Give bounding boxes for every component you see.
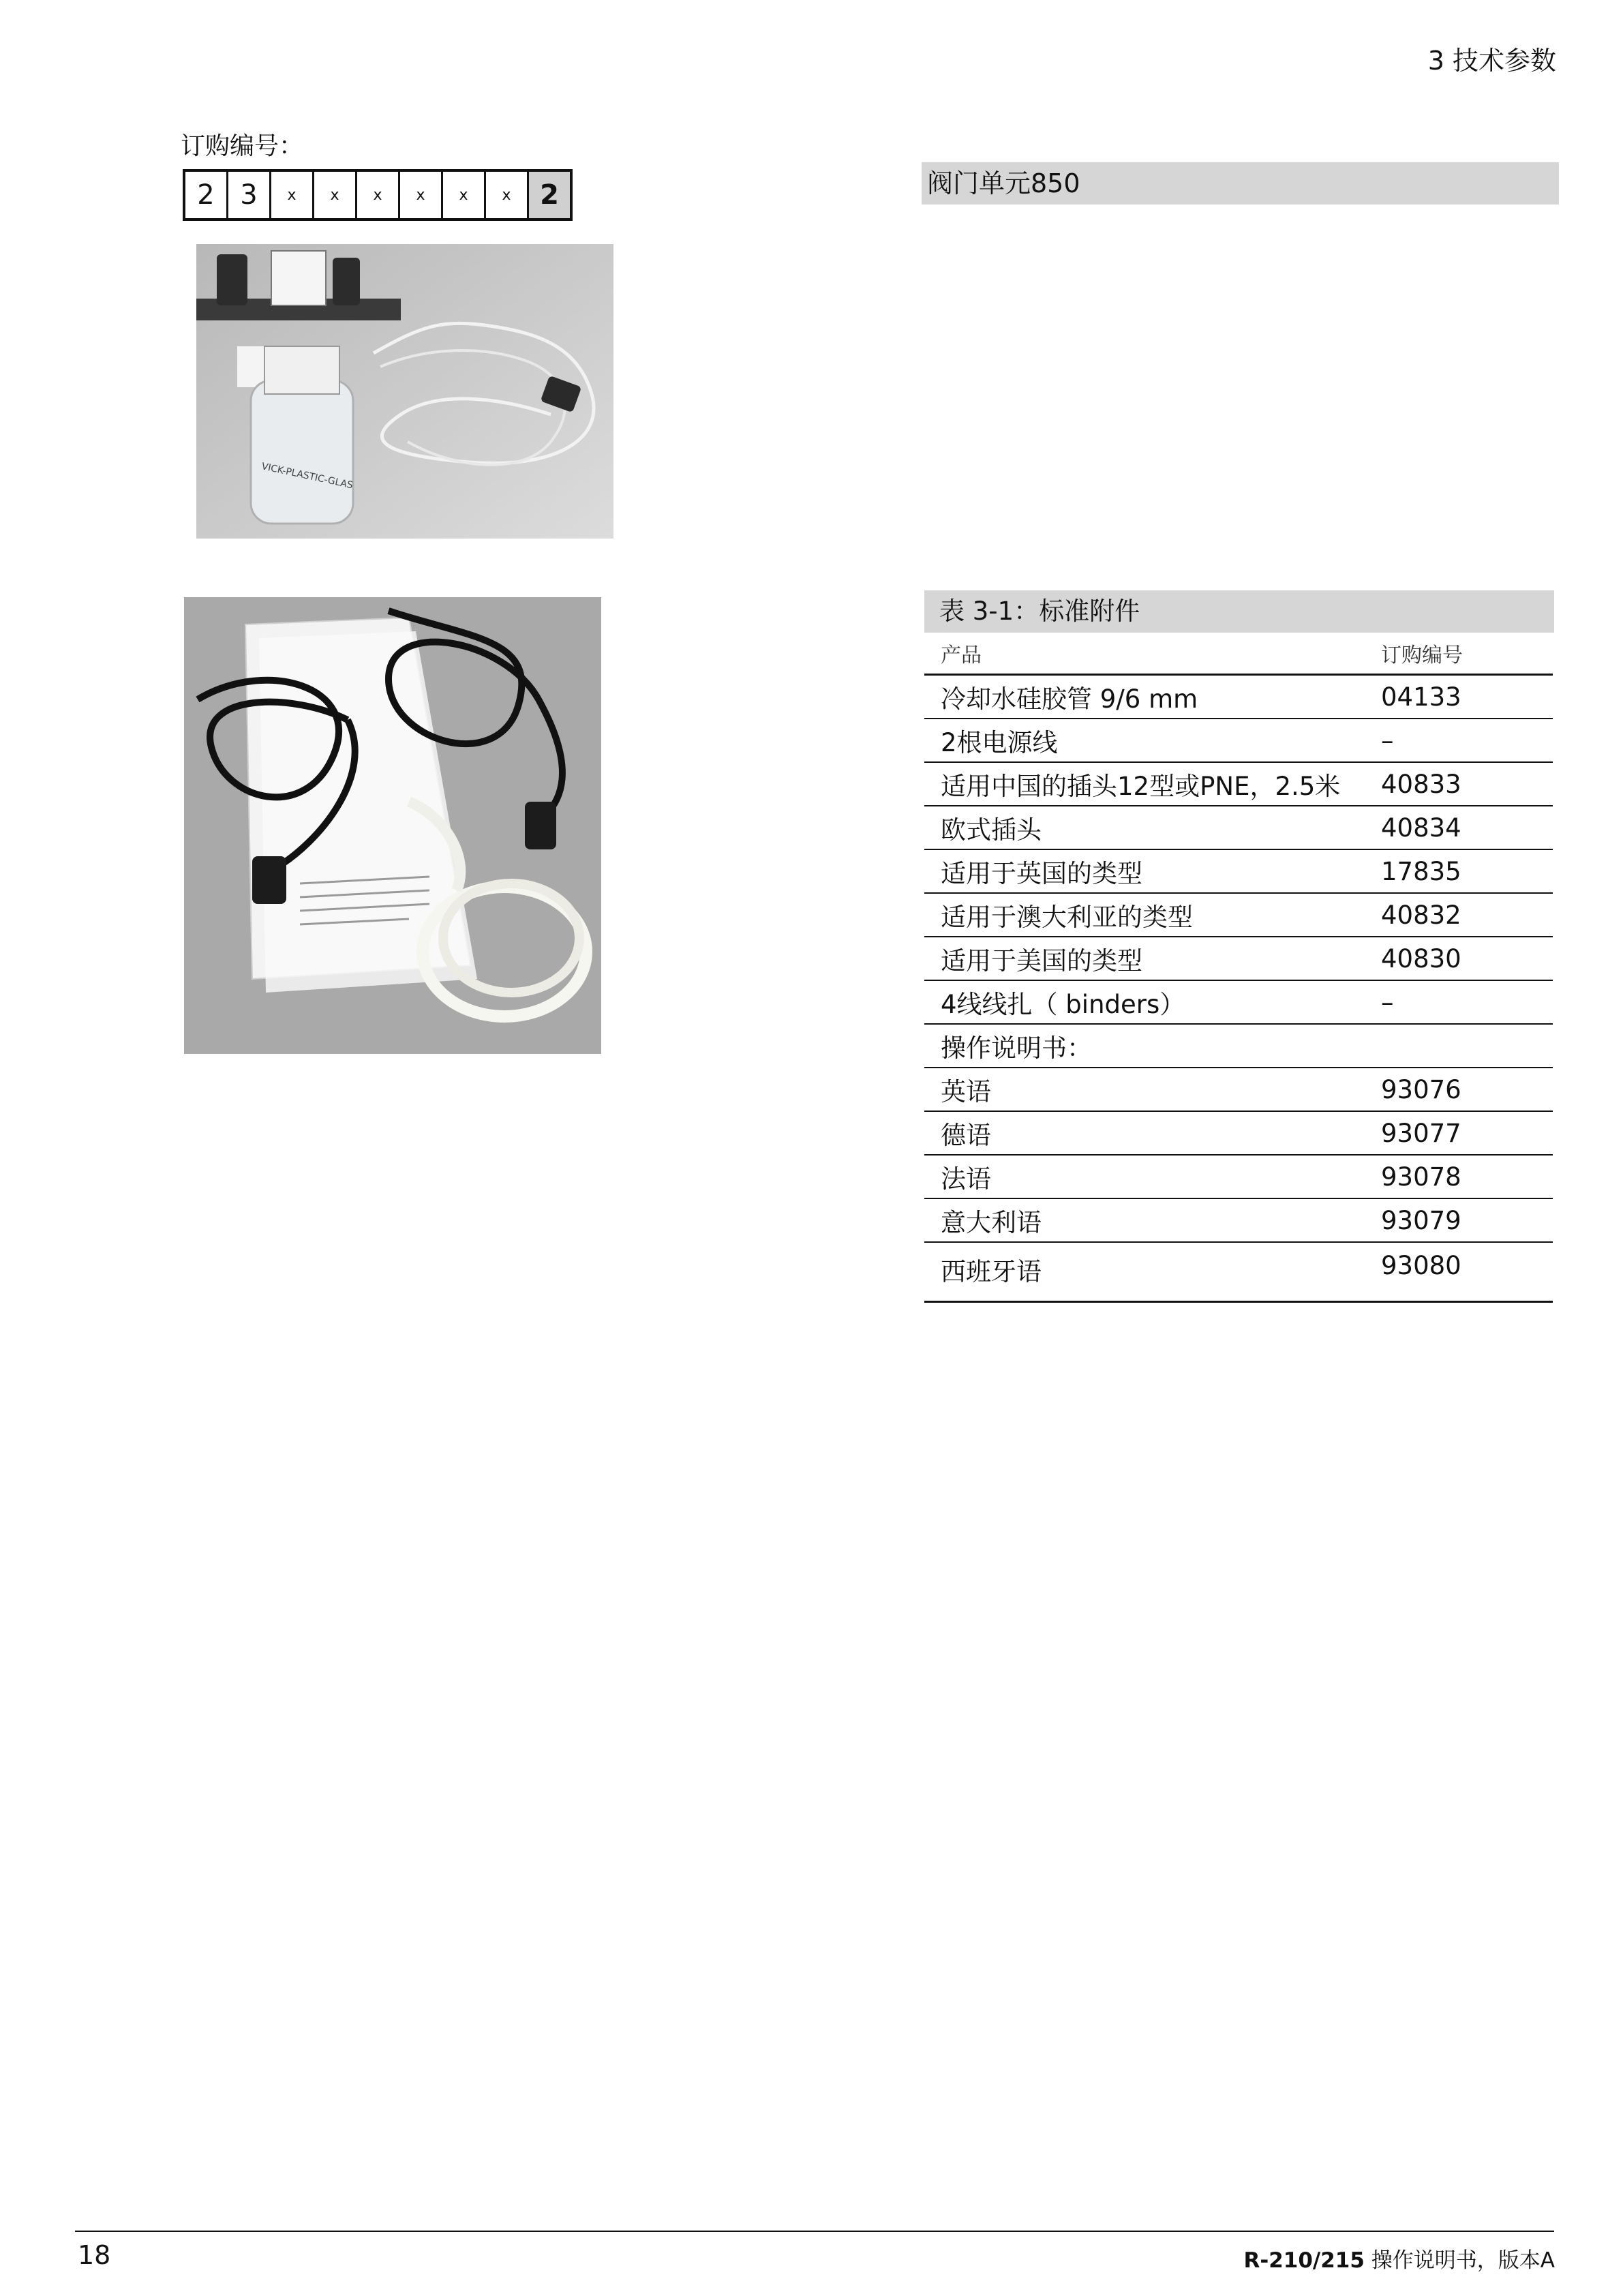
footer-doc-id: R-210/215	[1243, 2248, 1365, 2273]
order-number-cell: 93077	[1381, 1118, 1461, 1148]
table-row	[924, 1243, 1553, 1303]
table-header	[924, 633, 1553, 676]
product-cell: 法语	[941, 1164, 991, 1194]
table-row	[924, 806, 1553, 850]
accessories-photo	[184, 597, 601, 1054]
product-cell: 冷却水硅胶管 9/6 mm	[941, 684, 1198, 714]
order-code-digit: 2	[527, 172, 570, 218]
table-row	[924, 1155, 1553, 1199]
order-code-boxes	[183, 169, 573, 221]
order-code-digit: x	[398, 172, 441, 218]
product-cell: 适用于英国的类型	[941, 859, 1142, 888]
table-row	[924, 676, 1553, 719]
table-row	[924, 1068, 1553, 1112]
order-number-cell: 17835	[1381, 856, 1461, 886]
product-cell: 适用于美国的类型	[941, 946, 1142, 976]
order-number-cell: 40834	[1381, 813, 1461, 843]
table-caption: 表 3-1：标准附件	[924, 590, 1554, 633]
header-product: 产品	[941, 644, 982, 667]
table-row	[924, 1025, 1553, 1068]
table-row	[924, 894, 1553, 937]
order-number-cell: 93080	[1381, 1251, 1461, 1280]
table-row	[924, 1112, 1553, 1155]
footer-doc-info	[1243, 2243, 1555, 2274]
order-number-cell: 93079	[1381, 1205, 1461, 1235]
svg-text:VICK-PLASTIC-GLAS: VICK-PLASTIC-GLAS	[260, 461, 354, 492]
table-row	[924, 981, 1553, 1025]
header-order-number: 订购编号	[1381, 644, 1463, 667]
order-code-digit: x	[312, 172, 355, 218]
chapter-heading: 3 技术参数	[1427, 46, 1556, 76]
footer-doc-text: 操作说明书，版本A	[1364, 2248, 1555, 2273]
standard-accessories-table	[924, 590, 1553, 1303]
product-cell: 意大利语	[941, 1208, 1042, 1237]
product-cell: 英语	[941, 1077, 991, 1106]
order-number-cell: 93078	[1381, 1162, 1461, 1192]
product-cell: 2根电源线	[941, 728, 1058, 757]
product-cell: 欧式插头	[941, 815, 1042, 845]
order-code-digit: x	[441, 172, 484, 218]
product-cell: 操作说明书：	[941, 1033, 1092, 1063]
table-row	[924, 937, 1553, 981]
table-row	[924, 1199, 1553, 1243]
order-code-digit: 2	[185, 172, 226, 218]
order-number-cell: 04133	[1381, 682, 1461, 712]
order-code-digit: x	[269, 172, 312, 218]
order-number-cell: 40832	[1381, 900, 1461, 930]
product-cell: 德语	[941, 1121, 991, 1150]
table-row	[924, 763, 1553, 806]
order-code-digit: 3	[226, 172, 269, 218]
valve-unit-photo	[196, 244, 613, 539]
order-number-cell: –	[1381, 987, 1394, 1017]
table-row	[924, 850, 1553, 894]
product-cell: 适用中国的插头12型或PNE，2.5米	[941, 772, 1341, 801]
order-code-digit: x	[355, 172, 398, 218]
section-title: 阀门单元850	[922, 162, 1559, 205]
page-number: 18	[78, 2240, 111, 2270]
order-number-cell: 40830	[1381, 943, 1461, 973]
product-cell: 适用于澳大利亚的类型	[941, 903, 1193, 932]
order-number-cell: 93076	[1381, 1074, 1461, 1104]
product-cell: 西班牙语	[941, 1257, 1042, 1286]
order-number-cell: –	[1381, 725, 1394, 755]
order-number-cell: 40833	[1381, 769, 1461, 799]
table-row	[924, 719, 1553, 763]
order-number-label: 订购编号：	[181, 132, 304, 160]
product-cell: 4线线扎（ binders）	[941, 990, 1185, 1019]
footer-divider	[75, 2231, 1554, 2232]
order-code-digit: x	[484, 172, 527, 218]
